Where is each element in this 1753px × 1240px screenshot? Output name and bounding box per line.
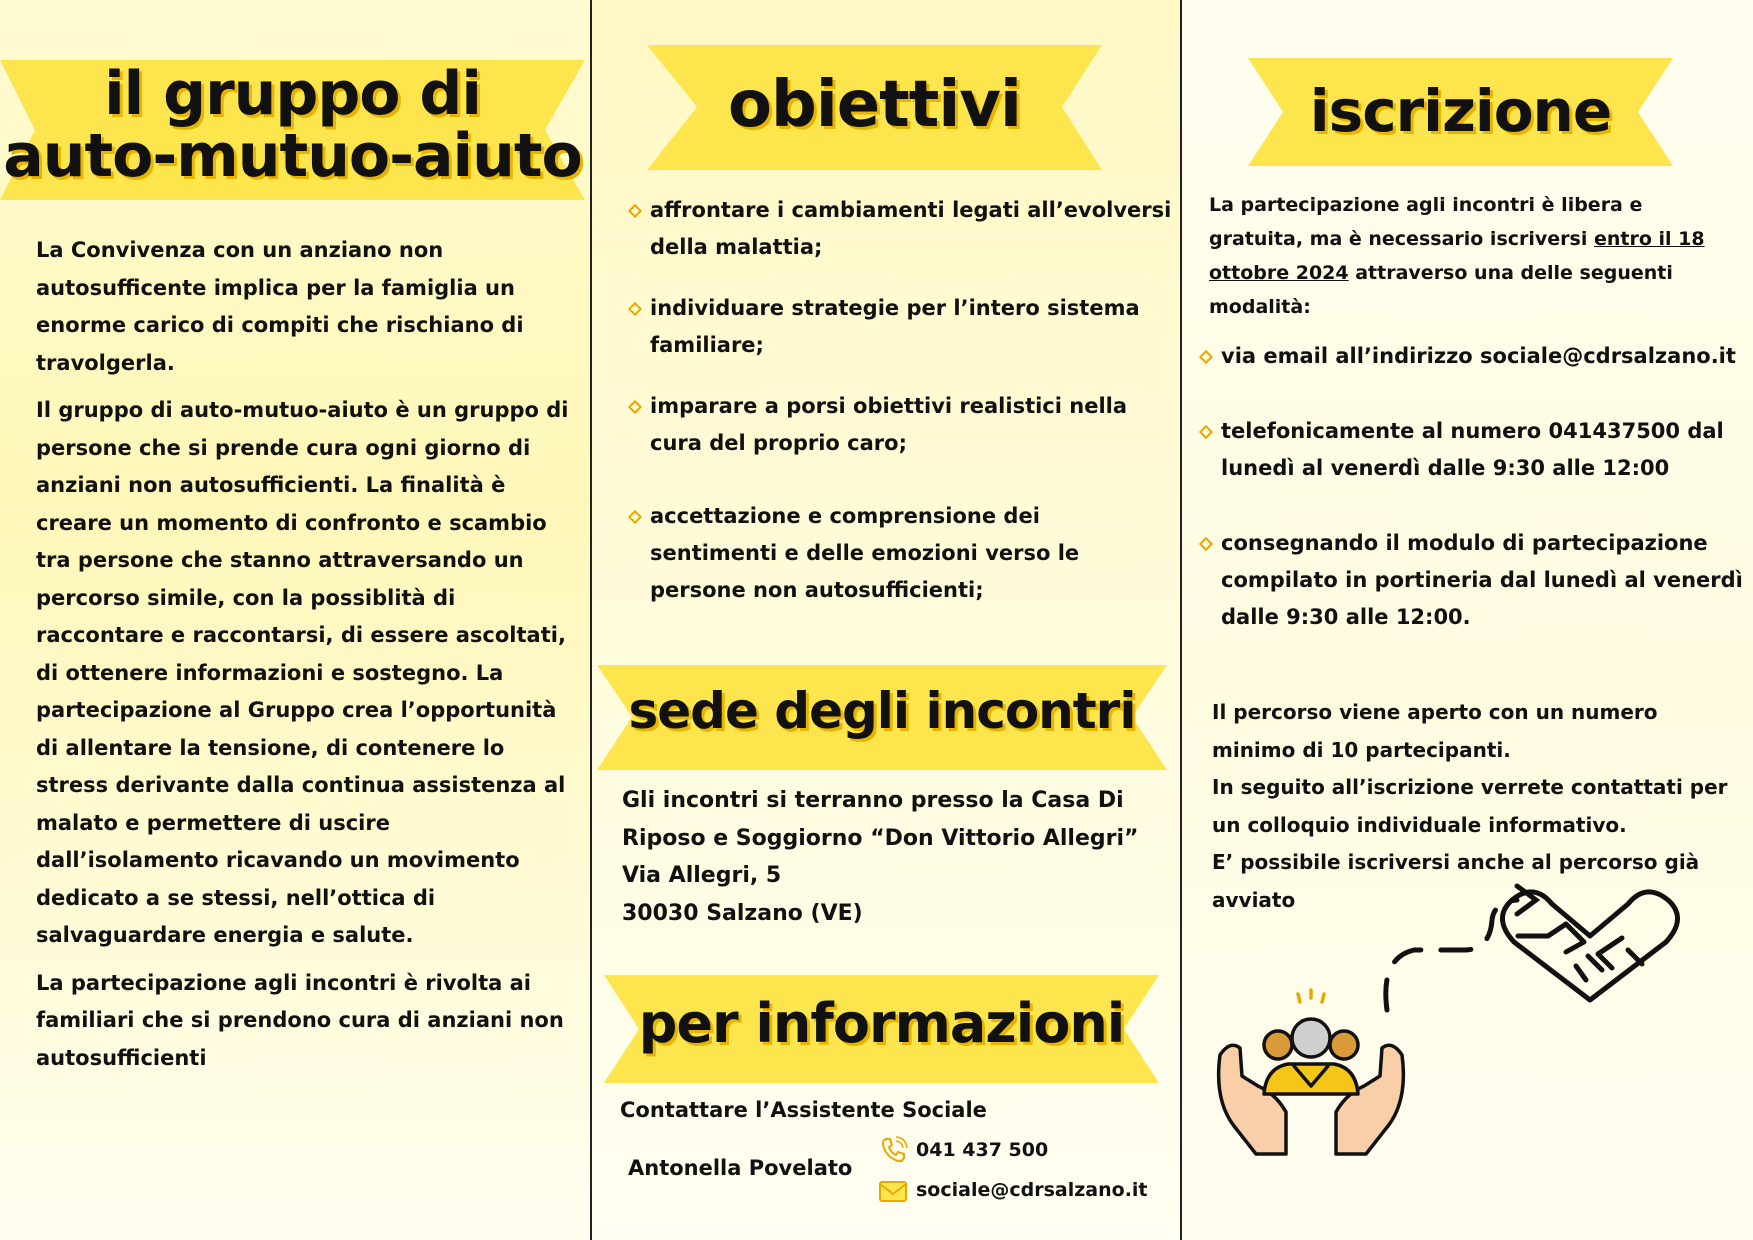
- venue-banner: [597, 665, 1167, 770]
- diamond-bullet-icon: [1199, 425, 1213, 439]
- venue-title: sede degli incontri: [628, 682, 1136, 740]
- info-title: per informazioni: [638, 992, 1125, 1055]
- title-banner: [0, 60, 585, 200]
- list-item: individuare strategie per l’intero sistema familiare;: [628, 290, 1173, 364]
- objectives-banner: [647, 45, 1102, 170]
- info-name: Antonella Povelato: [628, 1156, 853, 1180]
- registration-banner: [1248, 58, 1673, 166]
- about-text: [36, 232, 571, 1087]
- about-paragraph: Il gruppo di auto-mutuo-aiuto è un gruppo di persone che si prende cura ogni giorno di anziani non autosufficienti. La finalità è creare un momento di confronto e scambio tra persone che stanno attraversando un percorso simile, con la possiblità di raccontare e raccontarsi, di essere ascoltati, di ottenere informazioni e sostegno. La partecipazione al Gruppo crea l’opportunità di allentare la tensione, di contenere lo stress derivante dalla continua assistenza al malato e permettere di uscire dall’isolamento ricavando un movimento dedicato a se stessi, nell’ottica di salvaguardare energia e salute.: [36, 398, 569, 947]
- helping-hands-icon: [1219, 990, 1404, 1154]
- phone-row: [878, 1135, 1048, 1165]
- list-item: via email all’indirizzo sociale@cdrsalzano.it: [1199, 338, 1744, 375]
- phone-icon: [878, 1135, 908, 1165]
- registration-intro: La partecipazione agli incontri è libera e gratuita, ma è necessario iscriversi entro il 18 ottobre 2024 attraverso una delle seguenti modalità:: [1209, 194, 1705, 318]
- phone-number: 041 437 500: [916, 1139, 1049, 1161]
- column-registration: [1182, 0, 1753, 1240]
- list-item: telefonicamente al numero 041437500 dal lunedì al venerdì dalle 9:30 alle 12:00: [1199, 413, 1744, 487]
- column-objectives: [592, 0, 1180, 1240]
- venue-line: Gli incontri si terranno presso la Casa Di: [622, 788, 1124, 813]
- list-item: imparare a porsi obiettivi realistici nella cura del proprio caro;: [628, 388, 1173, 462]
- registration-title: iscrizione: [1309, 77, 1612, 145]
- care-illustration: [1182, 880, 1753, 1240]
- diamond-bullet-icon: [1199, 537, 1213, 551]
- diamond-bullet-icon: [628, 510, 642, 524]
- info-contact-label: Contattare l’Assistente Sociale: [620, 1098, 987, 1122]
- list-item: consegnando il modulo di partecipazione compilato in portineria dal lunedì al venerdì dalle 9:30 alle 12:00.: [1199, 525, 1744, 636]
- dashed-arrow-icon: [1386, 886, 1536, 1010]
- closing-line: Il percorso viene aperto con un numero minimo di 10 partecipanti.: [1212, 700, 1658, 762]
- registration-methods: [1199, 338, 1744, 636]
- diamond-bullet-icon: [1199, 350, 1213, 364]
- diamond-bullet-icon: [628, 204, 642, 218]
- diamond-bullet-icon: [628, 400, 642, 414]
- about-title-line2: auto-mutuo-aiuto: [3, 121, 582, 191]
- deadline-date: entro il 18 ottobre 2024: [1209, 228, 1705, 284]
- objectives-title: obiettivi: [728, 68, 1021, 142]
- list-item: accettazione e comprensione dei sentimenti e delle emozioni verso le persone non autosufficienti;: [628, 498, 1173, 609]
- mail-icon: [878, 1176, 908, 1204]
- objectives-list: [628, 192, 1173, 609]
- venue-line: Via Allegri, 5: [622, 863, 782, 888]
- venue-address: [622, 782, 1172, 932]
- about-paragraph: La Convivenza con un anziano non autosufficente implica per la famiglia un enorme carico di compiti che rischiano di travolgerla.: [36, 238, 524, 375]
- about-paragraph: La partecipazione agli incontri è rivolta ai familiari che si prendono cura di anziani non autosufficienti: [36, 970, 564, 1070]
- email-address: sociale@cdrsalzano.it: [916, 1179, 1148, 1201]
- about-title-line1: il gruppo di: [104, 59, 481, 129]
- column-about: [0, 0, 590, 1240]
- closing-line: In seguito all’iscrizione verrete contattati per un colloquio individuale informativo.: [1212, 775, 1728, 837]
- venue-line: 30030 Salzano (VE): [622, 900, 863, 926]
- info-banner: [604, 975, 1159, 1083]
- list-item: affrontare i cambiamenti legati all’evolversi della malattia;: [628, 192, 1173, 266]
- closing-line: E’ possibile iscriversi anche al percorso già avviato: [1212, 850, 1700, 912]
- diamond-bullet-icon: [628, 302, 642, 316]
- email-row: [878, 1176, 1148, 1204]
- venue-line: Riposo e Soggiorno “Don Vittorio Allegri”: [622, 825, 1139, 851]
